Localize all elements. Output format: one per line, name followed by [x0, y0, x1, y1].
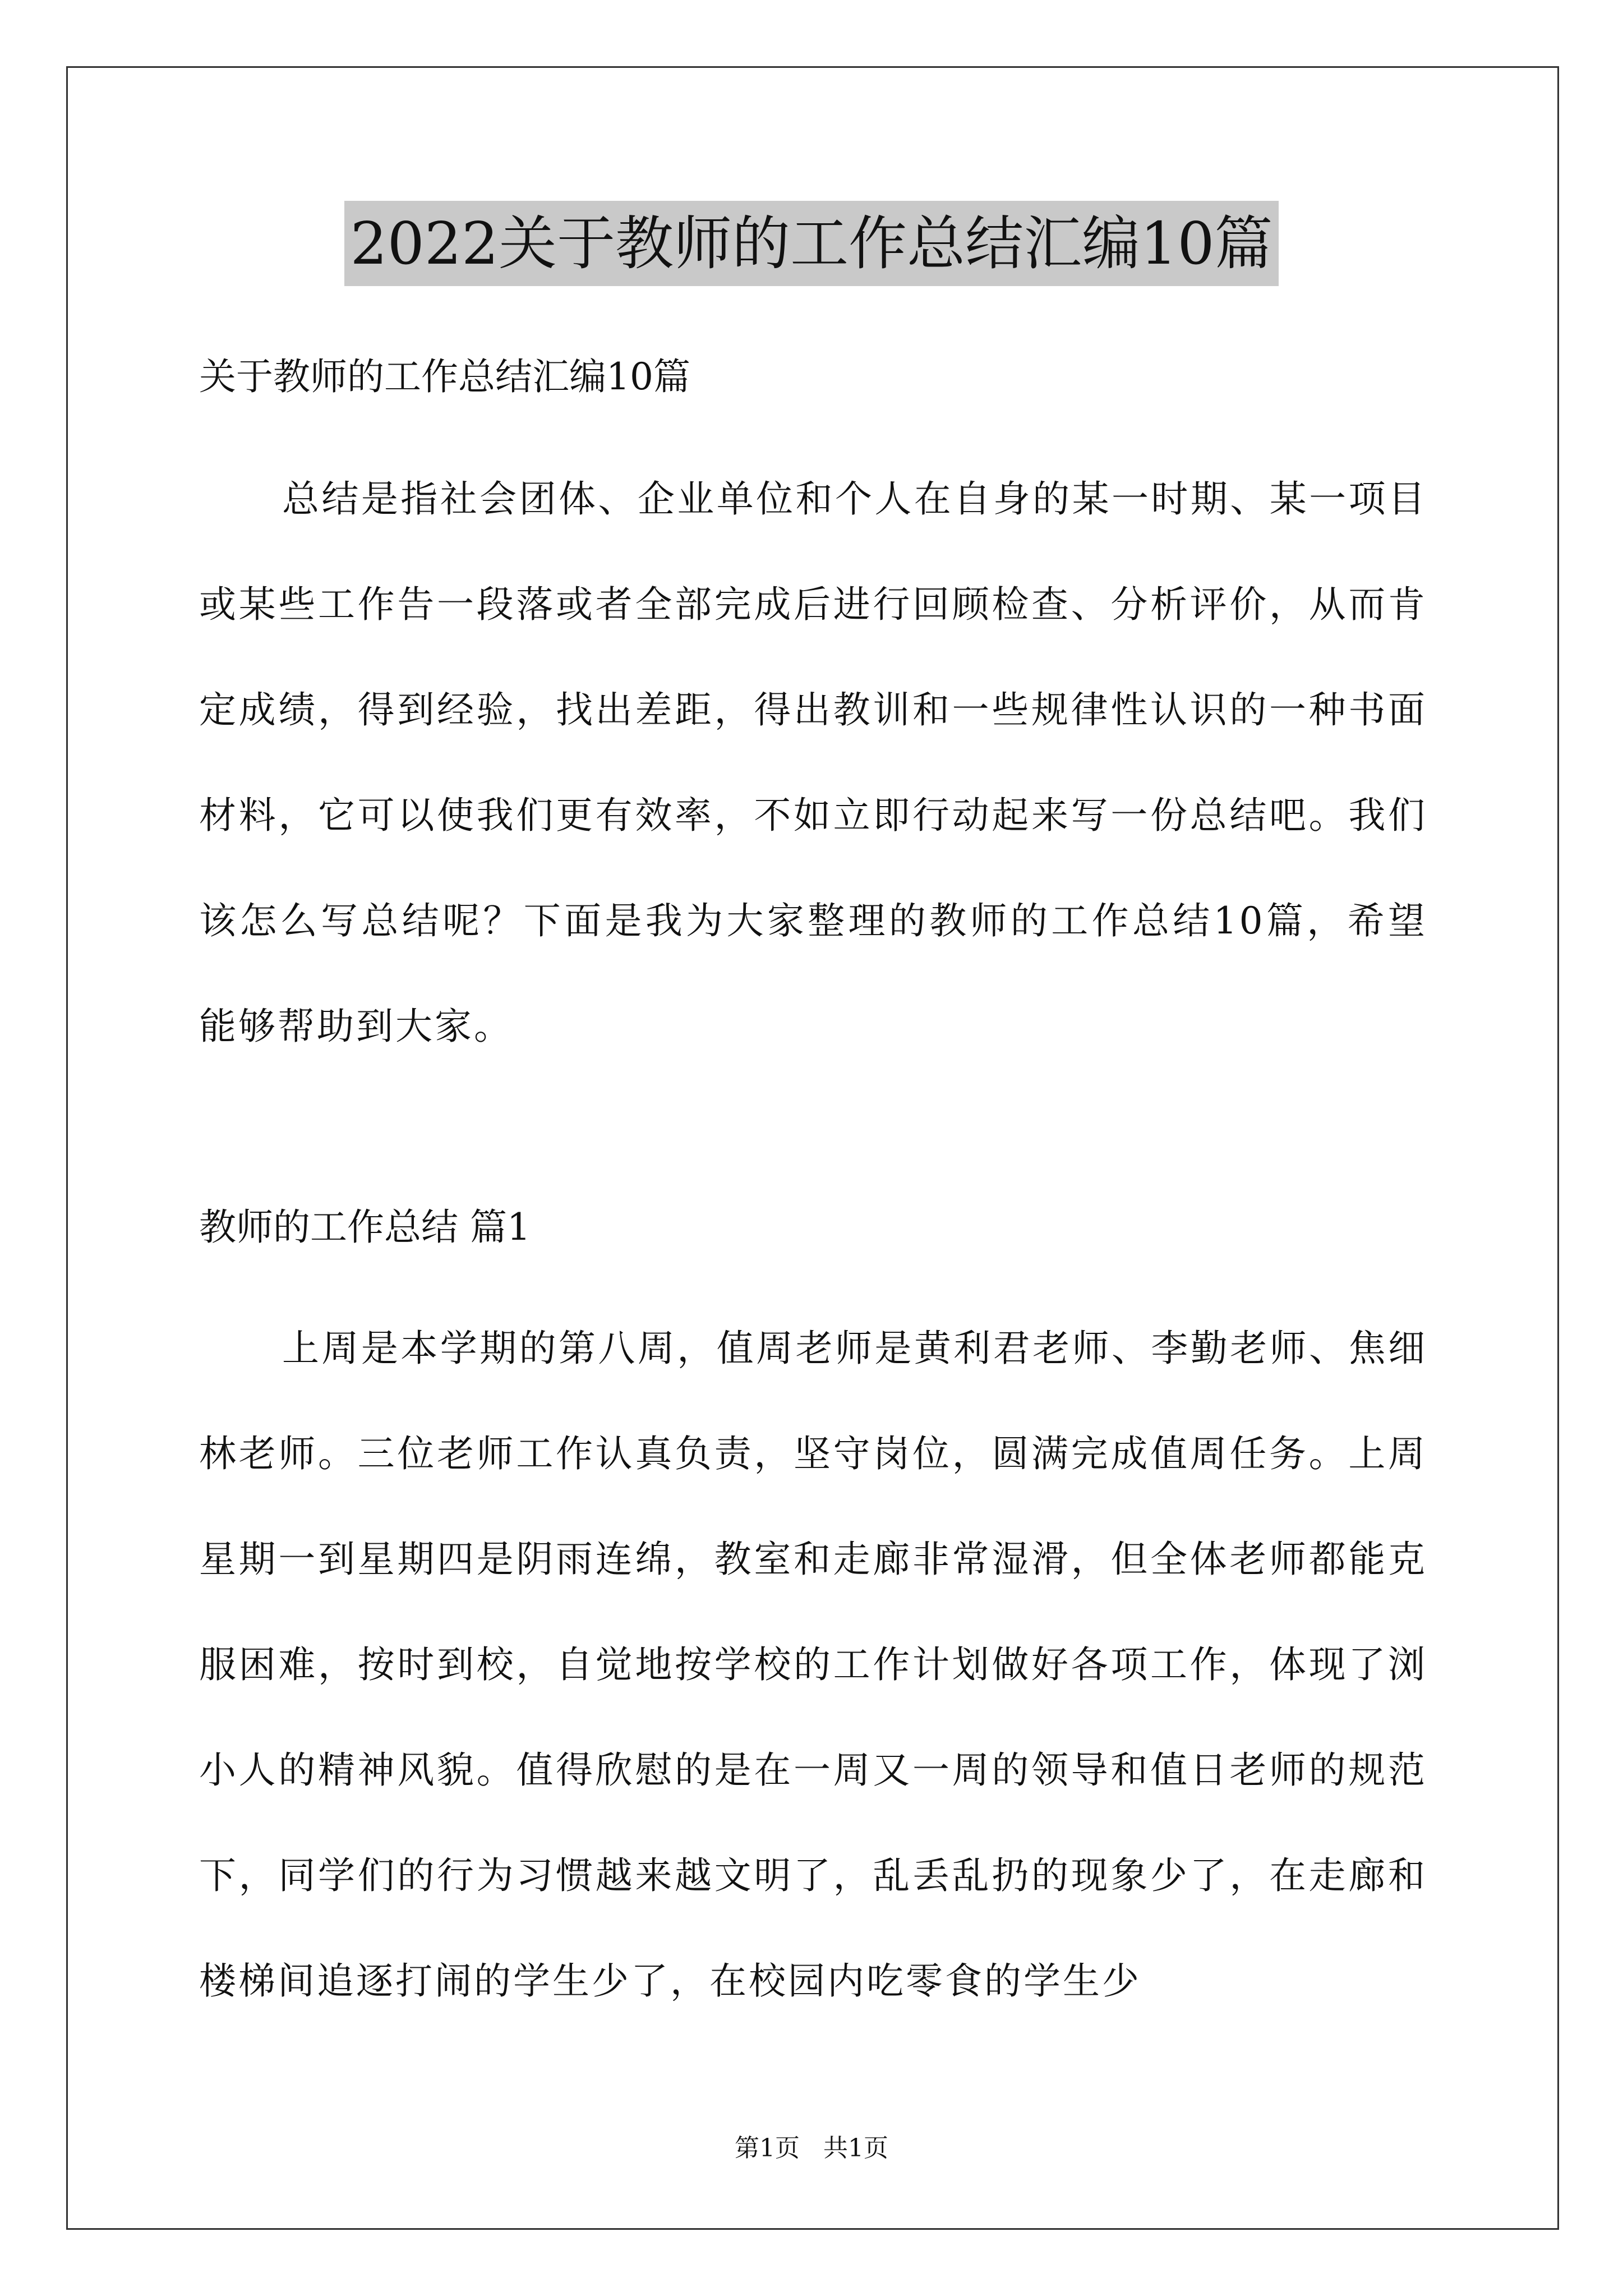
document-title [0, 201, 1623, 286]
document-subtitle: 关于教师的工作总结汇编10篇 [199, 355, 690, 398]
section-1-paragraph: 上周是本学期的第八周，值周老师是黄利君老师、李勤老师、焦细林老师。三位老师工作认真负责，坚守岗位，圆满完成值周任务。上周星期一到星期四是阴雨连绵，教室和走廊非常湿滑，但全体老师都能克服困难，按时到校，自觉地按学校的工作计划做好各项工作，体现了浏小人的精神风貌。值得欣慰的是在一周又一周的领导和值日老师的规范下，同学们的行为习惯越来越文明了，乱丢乱扔的现象少了，在走廊和楼梯间追逐打闹的学生少了，在校园内吃零食的学生少 [199, 1327, 1427, 2003]
section-1-heading: 教师的工作总结 篇1 [199, 1205, 531, 1249]
document-title-text: 2022关于教师的工作总结汇编10篇 [344, 201, 1278, 286]
page-footer: 第1页 共1页 [735, 2134, 888, 2162]
intro-paragraph: 总结是指社会团体、企业单位和个人在自身的某一时期、某一项目或某些工作告一段落或者全部完成后进行回顾检查、分析评价，从而肯定成绩，得到经验，找出差距，得出教训和一些规律性认识的一种书面材料，它可以使我们更有效率，不如立即行动起来写一份总结吧。我们该怎么写总结呢？下面是我为大家整理的教师的工作总结10篇，希望能够帮助到大家。 [199, 477, 1427, 1048]
